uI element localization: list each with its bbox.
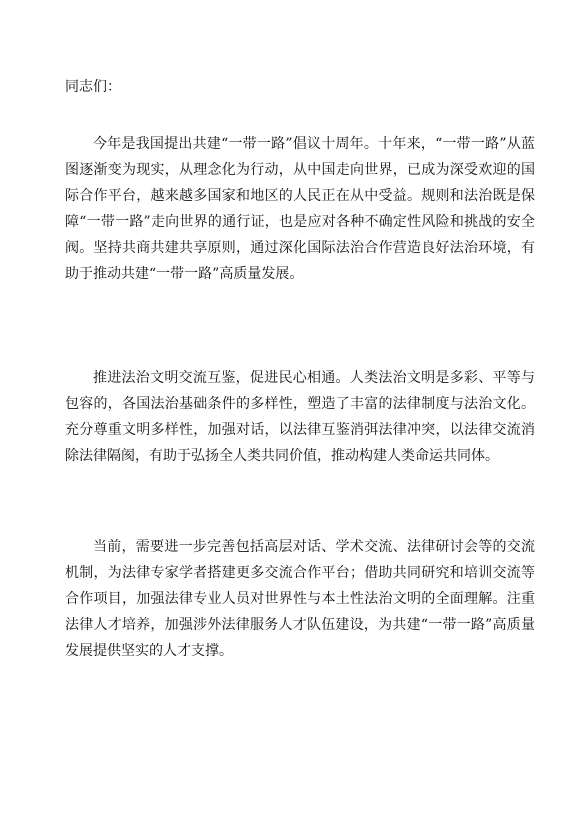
paragraph-1: 今年是我国提出共建“一带一路”倡议十周年。十年来，“一带一路”从蓝图逐渐变为现实，从理念化为行动，从中国走向世界，已成为深受欢迎的国际合作平台，越来越多国家和地区的人民正在从中受益。规则和法治既是保障“一带一路”走向世界的通行证，也是应对各种不确定性风险和挑战的安全阀。坚持共商共建共享原则，通过深化国际法治合作营造良好法治环境，有助于推动共建“一带一路”高质量发展。: [65, 136, 535, 282]
paragraph-3: 当前，需要进一步完善包括高层对话、学术交流、法律研讨会等的交流机制，为法律专家学者搭建更多交流合作平台；借助共同研究和培训交流等合作项目，加强法律专业人员对世界性与本土性法治文明的全面理解。注重法律人才培养，加强涉外法律服务人才队伍建设，为共建“一带一路”高质量发展提供坚实的人才支撑。: [65, 539, 535, 659]
greeting: 同志们：: [65, 79, 121, 95]
paragraph-2: 推进法治文明交流互鉴，促进民心相通。人类法治文明是多彩、平等与包容的，各国法治基础条件的多样性，塑造了丰富的法律制度与法治文化。充分尊重文明多样性，加强对话，以法律互鉴消弭法律冲突，以法律交流消除法律隔阂，有助于弘扬全人类共同价值，推动构建人类命运共同体。: [65, 370, 535, 464]
